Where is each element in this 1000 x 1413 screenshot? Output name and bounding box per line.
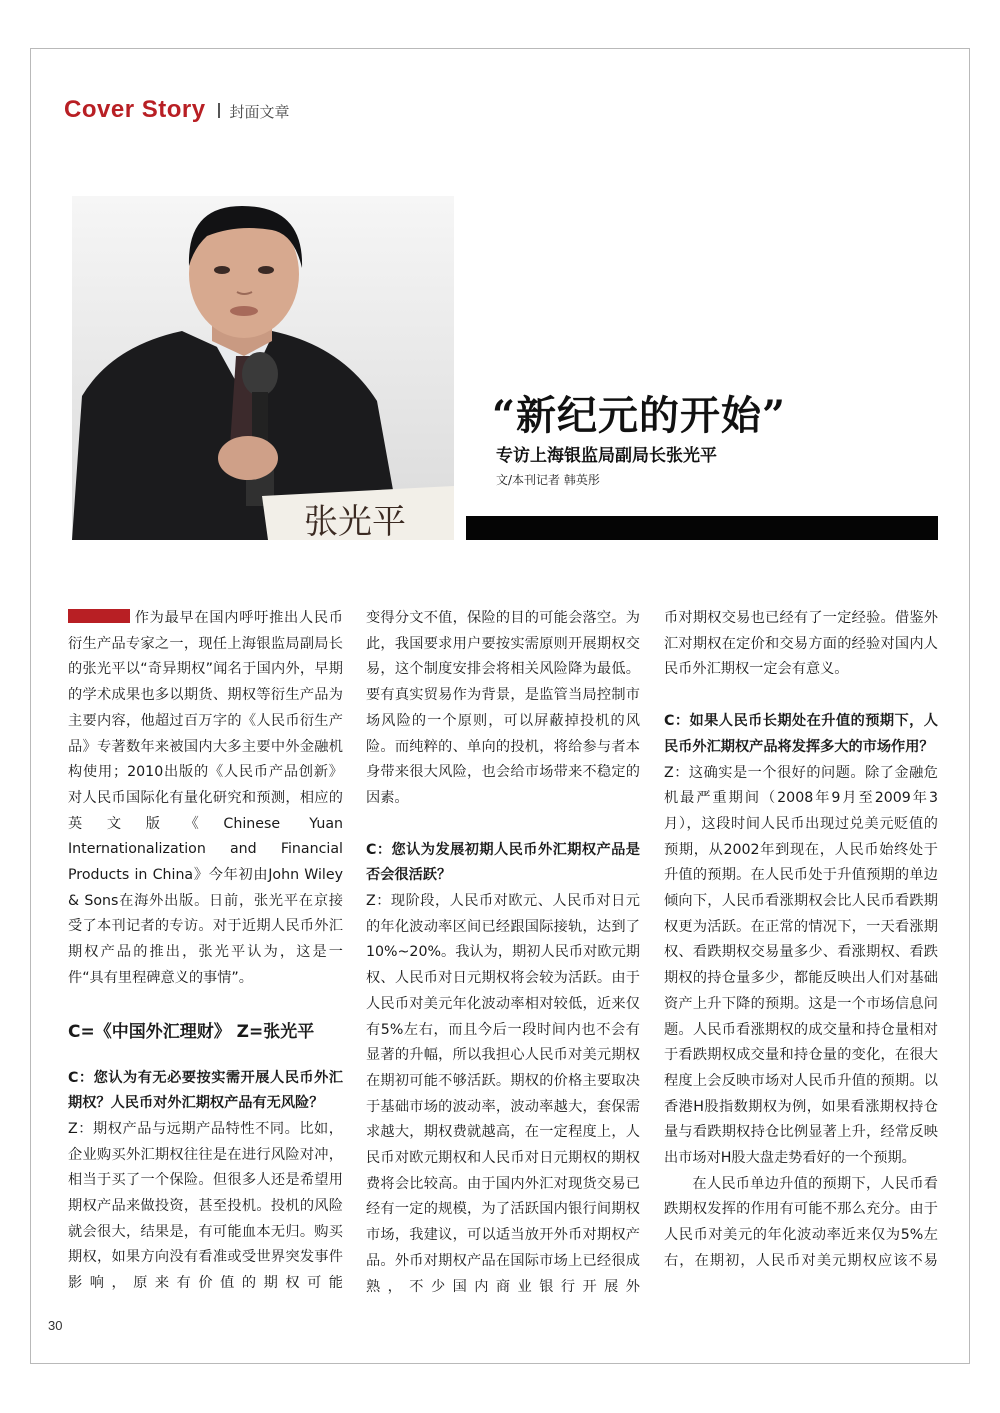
answer-2: Z：现阶段，人民币对欧元、人民币对日元的年化波动率区间已经跟国际接轨，达到了10%~20%。我认为，期初人民币对欧元期权、人民币对日元期权将会较为活跃。由于人民币对美元年化波动率相对较低，近来仅有5%左右，而且今后一段时间内也不会有显著的升幅，所以我担心人民币对美元期权在期初可能不够活跃。期权的价格主要取决于基础市场的波动率，波动率越大，套保需求越大，期权费就越高，在一定程度上，人民币对欧元期权和人民币对日元期权的期权费将会比较高。由于国内外汇对现货交易已经有一定的规模，为了活跃国内银行间期权市场，我建议，可以适当放开外币对期权产品。外币对期权产品在国际市场上已经很成熟，不少国内商业银行开展外 [366,893,640,1295]
paragraph-gap [366,812,640,825]
paragraph-gap [664,683,938,696]
answer-3-paragraph-2: 在人民币单边升值的预期下，人民币看跌期权发挥的作用有可能不那么充分。由于人民币对美元的年化波动率近来仅为5%左右，在期初，人民币对美元期权应该不易 [664,1175,938,1269]
interview-key: C=《中国外汇理财》 Z=张光平 [68,1021,315,1042]
lead-text: 作为最早在国内呼吁推出人民币衍生产品专家之一，现任上海银监局副局长的张光平以“奇异期权”闻名于国内外，早期的学术成果也多以期货、期权等衍生产品为主要内容，他超过百万字的《人民币衍生产品》专著数年来被国内大多主要中外金融机构使用；2010出版的《人民币产品创新》对人民币国际化有量化研究和预测，相应的英文版《Chinese Yuan Internationalization and Financial Products in China》今年初由John Wiley & Sons在海外出版。日前，张光平在京接受了本刊记者的专访。对于近期人民币外汇期权产品的推出，张光平认为，这是一件“具有里程碑意义的事情”。 [68,610,343,986]
title-bar [466,516,938,540]
nameplate-text: 张光平 [304,502,406,540]
text-column-2 [366,606,640,1300]
answer-1: Z：期权产品与远期产品特性不同。比如，企业购买外汇期权往往是在进行风险对冲，相当于买了一个保险。但很多人还是希望用期权产品来做投资，甚至投机。投机的风险就会很大，结果是，有可能血本无归。购买期权，如果方向没有看准或受世界突发事件影响，原来有价值的期权可能 [68,1120,343,1292]
answer-1-continued: 变得分文不值，保险的目的可能会落空。为此，我国要求用户要按实需原则开展期权交易，这个制度安排会将相关风险降为最低。要有真实贸易作为背景，是监管当局控制市场风险的一个原则，可以屏蔽掉投机的风险。而纯粹的、单向的投机，将给参与者本身带来很大风险，也会给市场带来不稳定的因素。 [366,610,640,806]
section-title-en: Cover Story [64,96,206,123]
page-number: 30 [48,1318,63,1333]
section-title-cn: 封面文章 [229,103,290,121]
question-1: C：您认为有无必要按实需开展人民币外汇期权？人民币对外汇期权产品有无风险？ [68,1069,343,1112]
answer-3: Z：这确实是一个很好的问题。除了金融危机最严重期间（2008年9月至2009年3月），这段时间人民币出现过兑美元贬值的预期，从2002年到现在，人民币始终处于升值的预期。在人民币处于升值预期的单边倾向下，人民币看涨期权会比人民币看跌期权更为活跃。在正常的情况下，一天看涨期权、看跌期权交易量多少、看涨期权、看跌期权的持仓量多少，都能反映出人们对基础资产上升下降的预期。这是一个市场信息问题。人民币看涨期权的成交量和持仓量相对于看跌期权成交量和持仓量的变化，在很大程度上会反映市场对人民币升值的预期。以香港H股指数期权为例，如果看涨期权持仓量与看跌期权持仓比例显著上升，经常反映出市场对H股大盘走势看好的一个预期。 [664,764,938,1167]
paragraph-gap [664,696,938,709]
paragraph-gap [366,825,640,838]
portrait-photo [72,196,454,540]
portrait-illustration [72,196,454,540]
lead-paragraph [68,606,343,992]
section-header [64,96,290,124]
lead-marker [68,609,130,623]
article-subtitle: 专访上海银监局副局长张光平 [496,446,717,466]
article-title: “新纪元的开始” [492,392,787,439]
answer-2-continued: 币对期权交易也已经有了一定经验。借鉴外汇对期权在定价和交易方面的经验对国内人民币外汇期权一定会有意义。 [664,610,938,678]
question-3: C：如果人民币长期处在升值的预期下，人民币外汇期权产品将发挥多大的市场作用？ [664,713,938,755]
section-divider [218,103,220,118]
text-column-3 [664,606,938,1275]
text-column-1 [68,606,343,1297]
article-byline: 文/本刊记者 韩英彤 [496,473,600,487]
question-2: C：您认为发展初期人民币外汇期权产品是否会很活跃？ [366,841,640,884]
